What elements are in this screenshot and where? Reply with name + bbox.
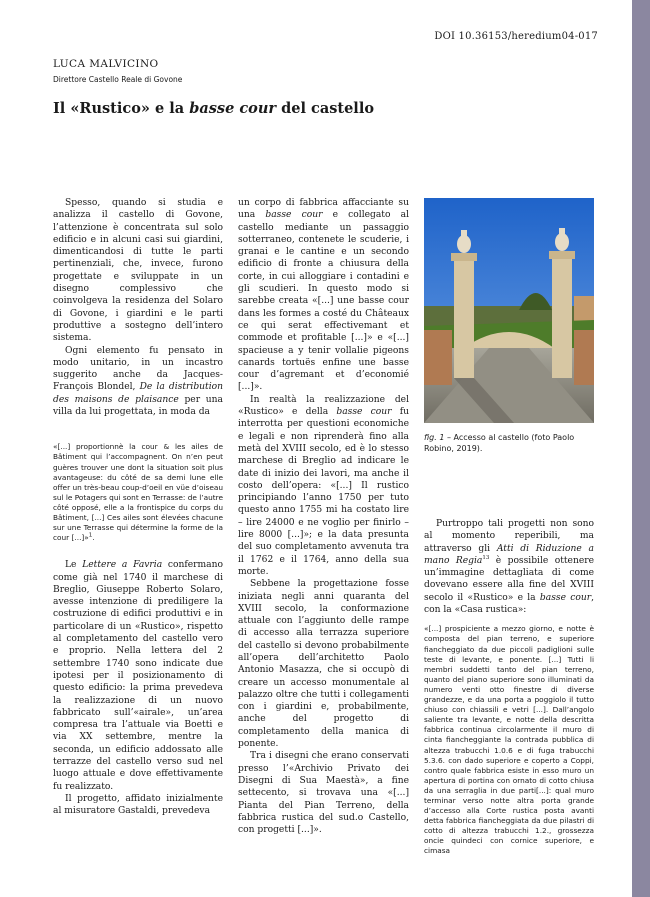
term: basse cour [539,592,592,603]
text-run: per una villa da lui progettata, in moda da [53,394,223,418]
text-run: Ogni elemento fu pensato in modo unitario, in un incastro suggerito anche da Jacques-François Blondel, [53,345,223,393]
paragraph [53,345,223,419]
term: basse cour [265,210,323,221]
title-emphasis: basse cour [189,100,277,117]
paragraph [238,394,409,578]
paragraph: Il progetto, affidato inizialmente al misuratore Gastaldi, prevedeva [53,793,223,817]
text-run: e collegato al castello mediante un passaggio sotterraneo, contenete le scuderie, i granai e le cantine e un secondo edificio di fronte a chiusura della corte, in cui alloggiare i contadini e gli scudieri. In questo modo si sarebbe creata «[...] une basse cour dans les formes a costé du Châteaux ce qui serat effectivemant et commode et profitable [...]» e «[...] spacieuse a y tenir vollalie pigeons canards tortuës enfine une basse cour d’agremant et d’economié [...]». [238,210,409,393]
paragraph [53,559,223,793]
paragraph: Sebbene la progettazione fosse iniziata negli anni quaranta del XVIII secolo, la conformazione attuale con l’aggiunto delle rampe di accesso alla terrazza superiore del castello si devono probabilmente all’opera dell’architetto Paolo Antonio Masazza, che si occupò di creare un accesso monumentale al palazzo oltre che tutti i collegamenti con i giardini e, probabilmente, anche del progetto di completamento della manica di ponente. [238,579,409,750]
text-column-2 [238,197,409,836]
figure-label: fig. 1 [424,433,445,442]
text-column-1 [53,197,223,818]
side-color-bar [632,0,650,897]
source-title: Atti di Riduzione a mano Regia [424,543,594,566]
book-title: De la distribution des maisons de plaisance [53,382,223,405]
text-column-3 [424,518,594,857]
doi-label: DOI 10.36153/heredium04-017 [434,31,598,42]
article-title [53,100,374,117]
text-run: In realtà la realizzazione del «Rustico» e della [238,394,409,418]
paragraph [424,518,594,616]
text-run: Purtroppo tali progetti non sono al momento reperibili, ma attraverso gli [424,519,594,554]
source-title: Lettere a Favria [82,560,163,571]
term: basse cour [336,407,392,418]
text-run: fu interrotta per questioni economiche e legali e non riprenderà fino alla metà del XVIII secolo, ed è lo stesso marchese di Breglio ad indicare le date di inizio dei lavori, ma anche il costo dell’opera: «[...] Il rustico principiando l’anno 1750 per tuto questo anno 1755 mi ha costato lire – lire 24000 e ne voglio per finirlo – lire 8000 [...]»; e la data presunta del suo completamento avvenuta tra il 1762 e il 1764, anno della sua morte. [238,407,409,577]
author-name: LUCA MALVICINO [53,58,159,70]
title-part: del castello [276,100,374,117]
footnote-ref: 13 [482,554,490,561]
block-quote: «[...] prospiciente a mezzo giorno, e notte è composta del pian terreno, e superiore fiancheggiato da due piccoli padiglioni sulle teste di levante, e ponente. [...] Tutti li membri suddetti tanto del pian terreno, quanto del piano superiore sono illuminati da numero venti otto finestre di diverse grandezze, e da una porta a poggiolo il tutto chiuso con chiassili e vetri [...]. Dall’angolo saliente tra levante, e notte della descritta fabbrica continua circolarmente il muro di cinta fiancheggiante la contrada pubblica di altezza trabucchi 1.0.6 e di fuga trabucchi 5.3.6. con dado superiore e coperto a Coppi, contro quale fabbrica esiste in esso muro un apertura di portina con ornato di cotto chiusa da una serraglia in due parti[...]: qual muro terminar verso notte altra porta grande d’accesso alla Corte rustica posta avanti detta fabbrica fiancheggiata da due pilastri di cotto di altezza trabucchi 1.2., grossezza oncie quindeci con cornice superiore, e cimasa [424,624,594,856]
paragraph: Tra i disegni che erano conservati presso l’«Archivio Privato dei Disegni di Sua Maestà», a fine settecento, si trovava una «[...] Pianta del Pian Terreno, della fabbrica rustica del sud.o Castello, con progetti [...]». [238,751,409,836]
text-run: Le [65,560,83,571]
quote-text: «[...] proportionnè la cour & les ailes de Bâtiment qui l’accompagnent. On n’en peut guères trouver une dont la situation soit plus avantageuse: du côté de sa demi lune elle offer un très-beau coup-d’oeil en vüe d’oiseau sul le Potagers qui sont en Terrasse: de l’autre côté opposé, elle a la frontispice du corps du Bâtiment, [...] Ces ailes sont élevées chacune sur une Terrasse qui détermine la forme de la cour [...]» [53,442,223,543]
author-role: Direttore Castello Reale di Govone [53,75,183,84]
castle-entrance-photo [424,198,594,423]
text-run: è possibile ottenere un’immagine dettagliata di come dovevano essere alla fine del XVIII secolo il «Rustico» e la [424,555,594,603]
footnote-ref: 1 [88,532,93,539]
paragraph: Spesso, quando si studia e analizza il castello di Govone, l’attenzione è concentrata sul solo edificio e in alcuni casi sui giardini, dimenticandosi di tutte le parti pertinenziali, che, invece, furono progettate e sviluppate in un disegno complessivo che coinvolgeva la residenza del Solaro di Govone, i giardini e le parti produttive a sostegno dell’intero sistema. [53,198,223,344]
text-run: , con la «Casa rustica»: [424,592,595,616]
caption-text: – Accesso al castello (foto Paolo Robino, 2019). [424,433,575,453]
title-part: Il «Rustico» e la [53,100,190,117]
block-quote: «[...] proportionnè la cour & les ailes de Bâtiment qui l’accompagnent. On n’en peut guères trouver une dont la situation soit plus avantageuse: du côté de sa demi lune elle offer un très-beau coup-d’oeil en vüe d’oiseau sul le Potagers qui sont en Terrasse: de l’autre côté opposé, elle a la frontispice du corps du Bâtiment, [...] Ces ailes sont élevées chacune sur une Terrasse qui détermine la forme de la cour [...]»$^1$. [53,442,223,543]
text-run: confermano come già nel 1740 il marchese di Breglio, Giuseppe Roberto Solaro, avesse intenzione di prediligere la costruzione di edifici produttivi e in particolare di un «Rustico», rispetto al completamento del castello vero e proprio. Nella lettera del 2 settembre 1740 sono indicate due ipotesi per il posizionamento di questo edificio: la prima prevedeva la realizzazione di un nuovo fabbricato sull’«airale», un’area compresa tra l’attuale via Boetti e via XX settembre, mentre la seconda, un edificio addossato alle terrazze del castello verso sud nel luogo attuale e dove effettivamente fu realizzato. [53,560,223,792]
paragraph [238,197,409,394]
text-run: un corpo di fabbrica affacciante su una [238,198,409,221]
figure-caption [424,432,596,454]
